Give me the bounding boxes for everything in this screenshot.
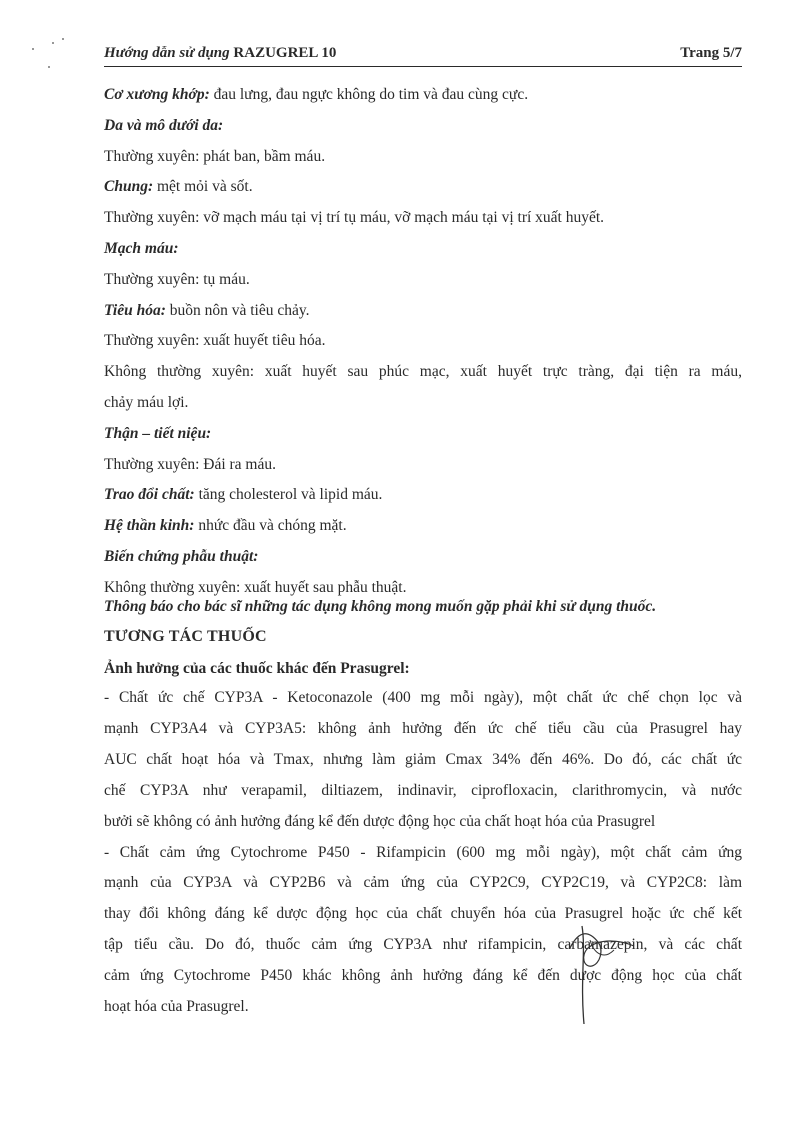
body-line: cảm ứng Cytochrome P450 khác không ảnh hưởng đáng kể đến dược động học của chất	[104, 967, 742, 985]
body-line: thay đổi không đáng kể dược động học của chất chuyển hóa của Prasugrel hoặc ức chế kết	[104, 905, 742, 923]
side-effect-line	[104, 240, 179, 258]
line-text: Thường xuyên: Đái ra máu.	[104, 455, 276, 473]
side-effect-line	[104, 579, 406, 597]
product-name: RAZUGREL 10	[233, 45, 337, 61]
page-number: Trang 5/7	[680, 45, 742, 61]
side-effect-line	[104, 486, 382, 504]
body-line: mạnh CYP3A4 và CYP3A5: không ảnh hưởng đến ức chế tiểu cầu của Prasugrel hay	[104, 719, 742, 737]
body-line: AUC chất hoạt hóa và Tmax, nhưng làm giảm Cmax 34% đến 46%. Do đó, các chất ức	[104, 750, 742, 768]
body-line: chế CYP3A như verapamil, diltiazem, indinavir, ciprofloxacin, clarithromycin, và nước	[104, 781, 742, 799]
title-prefix: Hướng dẫn sử dụng	[104, 45, 230, 61]
line-text: nhức đầu và chóng mặt.	[194, 517, 347, 535]
side-effect-line	[104, 517, 347, 535]
side-effect-line	[104, 271, 250, 289]
line-text: mệt mỏi và sốt.	[153, 178, 253, 196]
category-label: Tiêu hóa:	[104, 301, 166, 319]
line-text: buồn nôn và tiêu chảy.	[165, 301, 310, 319]
category-label: Chung:	[104, 178, 154, 196]
body-line: hoạt hóa của Prasugrel.	[104, 998, 249, 1015]
side-effect-line	[104, 363, 742, 381]
category-label: Trao đổi chất:	[104, 486, 195, 504]
body-line: - Chất cảm ứng Cytochrome P450 - Rifampicin (600 mg mỗi ngày), một chất cảm ứng	[104, 843, 742, 861]
handwritten-signature	[560, 920, 650, 1030]
side-effect-line	[104, 209, 604, 227]
line-text: đau lưng, đau ngực không do tim và đau cùng cực.	[209, 86, 529, 103]
side-effect-line	[104, 548, 258, 566]
category-label: Biến chứng phẫu thuật:	[104, 548, 259, 565]
category-label: Da và mô dưới da:	[104, 116, 224, 134]
line-text: Không thường xuyên: xuất huyết sau phẫu thuật.	[104, 578, 407, 596]
category-label: Thận – tiết niệu:	[104, 424, 212, 442]
side-effect-line	[104, 394, 188, 412]
line-text: Thường xuyên: vỡ mạch máu tại vị trí tụ máu, vỡ mạch máu tại vị trí xuất huyết.	[104, 209, 605, 227]
line-text: Thường xuyên: xuất huyết tiêu hóa.	[104, 332, 326, 350]
line-text: chảy máu lợi.	[104, 394, 189, 411]
subsection-title: Ảnh hưởng của các thuốc khác đến Prasugrel:	[104, 660, 410, 677]
side-effect-line	[104, 117, 223, 135]
document-title	[104, 45, 336, 62]
category-label: Cơ xương khớp:	[104, 86, 210, 103]
page-header	[104, 42, 742, 67]
line-text: Không thường xuyên: xuất huyết sau phúc mạc, xuất huyết trực tràng, đại tiện ra máu,	[104, 363, 742, 381]
side-effect-line	[104, 332, 326, 350]
body-line: mạnh của CYP3A và CYP2B6 và cảm ứng của CYP2C9, CYP2C19, và CYP2C8: làm	[104, 874, 742, 892]
side-effect-line	[104, 302, 309, 320]
category-label: Mạch máu:	[104, 240, 179, 257]
section-title: TƯƠNG TÁC THUỐC	[104, 628, 267, 645]
body-line: bưởi sẽ không có ảnh hưởng đáng kể đến dược động học của chất hoạt hóa của Prasugrel	[104, 812, 656, 830]
line-text: Thường xuyên: tụ máu.	[104, 270, 250, 288]
side-effect-line	[104, 178, 253, 196]
side-effect-line	[104, 425, 211, 443]
line-text: Thường xuyên: phát ban, bầm máu.	[104, 147, 326, 165]
line-text: tăng cholesterol và lipid máu.	[194, 486, 383, 504]
body-line: - Chất ức chế CYP3A - Ketoconazole (400 mg mỗi ngày), một chất ức chế chọn lọc và	[104, 689, 742, 706]
scan-specks	[30, 30, 70, 80]
category-label: Hệ thần kinh:	[104, 517, 195, 535]
notice-text: Thông báo cho bác sĩ những tác dụng không mong muốn gặp phải khi sử dụng thuốc.	[104, 598, 657, 615]
side-effect-line	[104, 148, 325, 166]
side-effect-line	[104, 86, 528, 104]
body-line: tập tiểu cầu. Do đó, thuốc cảm ứng CYP3A như rifampicin, carbamazepin, và các chất	[104, 936, 742, 954]
side-effect-line	[104, 456, 276, 474]
